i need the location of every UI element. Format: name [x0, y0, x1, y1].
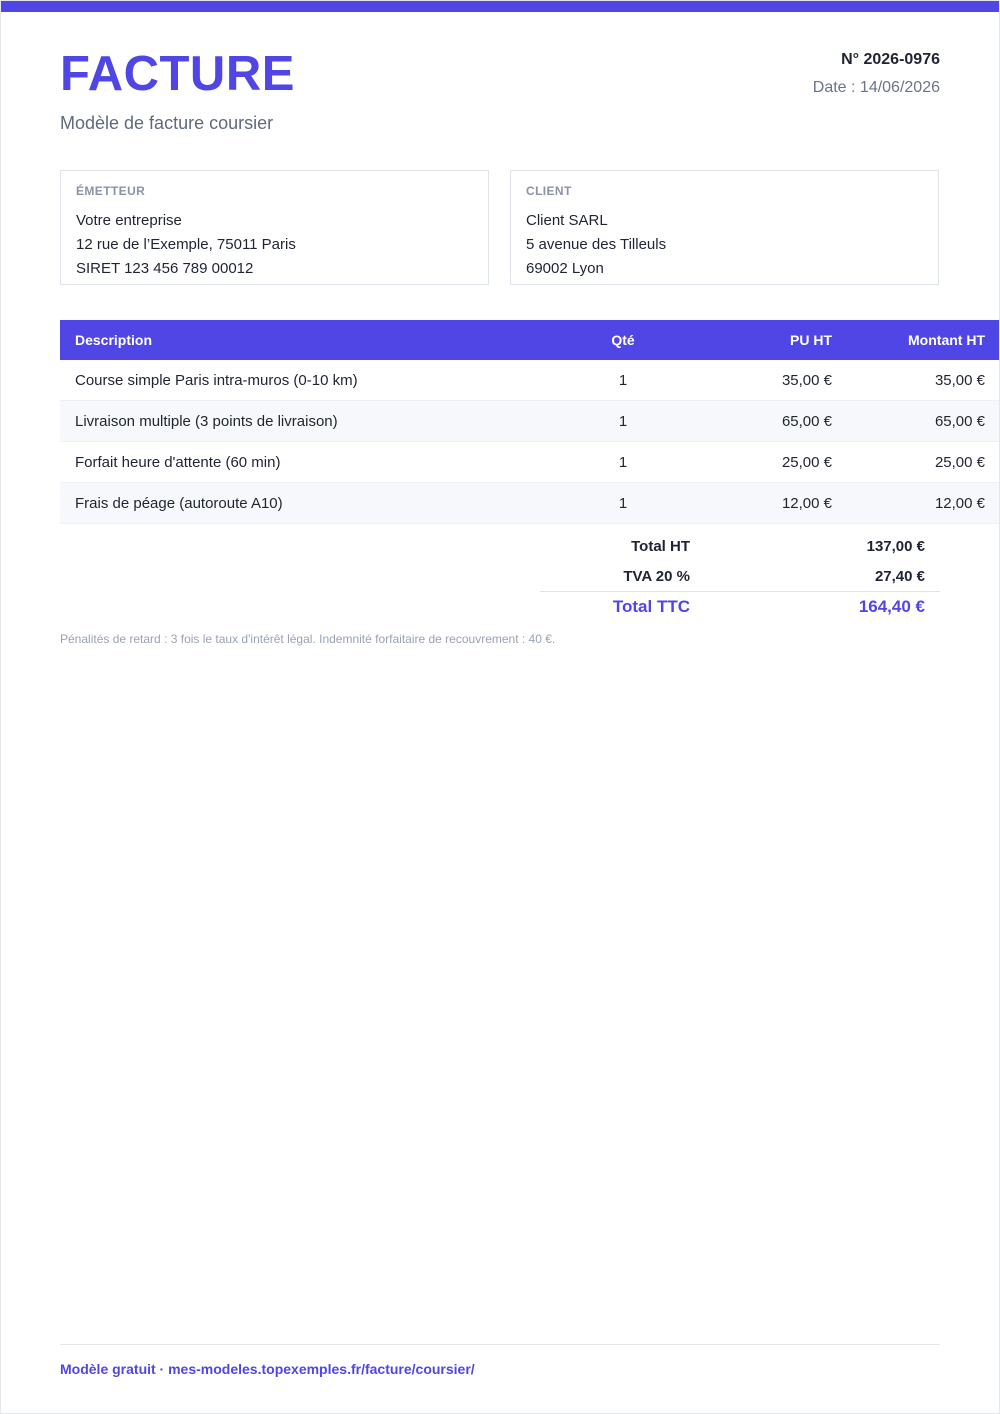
- column-header-unit-price: PU HT: [677, 320, 847, 360]
- invoice-title: FACTURE: [60, 47, 295, 101]
- accent-top-bar: [1, 1, 999, 12]
- cell-amount: 35,00 €: [847, 360, 1000, 401]
- table-row: [60, 360, 1000, 401]
- cell-description: Frais de péage (autoroute A10): [60, 483, 569, 524]
- table-header-row: [60, 320, 1000, 360]
- table-row: [60, 401, 1000, 442]
- totals-block: [540, 531, 940, 624]
- line-items-table: [60, 320, 1000, 524]
- table-row: [60, 442, 1000, 483]
- invoice-date: Date : 14/06/2026: [812, 79, 940, 96]
- sender-company: Votre entreprise: [76, 212, 182, 229]
- subtotal-label: Total HT: [631, 538, 690, 555]
- grand-total-label: Total TTC: [612, 597, 690, 616]
- cell-unit-price: 12,00 €: [677, 483, 847, 524]
- invoice-subtitle: Modèle de facture coursier: [60, 113, 274, 133]
- invoice-number: N° 2026-0976: [841, 51, 940, 68]
- vat-label: TVA 20 %: [623, 568, 690, 585]
- cell-qty: 1: [569, 483, 677, 524]
- cell-amount: 25,00 €: [847, 442, 1000, 483]
- invoice-meta: [813, 51, 940, 97]
- sender-siret: SIRET 123 456 789 00012: [76, 260, 254, 277]
- legal-notice: Pénalités de retard : 3 fois le taux d'intérêt légal. Indemnité forfaitaire de recouvrement : 40 €.: [60, 632, 556, 646]
- cell-description: Livraison multiple (3 points de livraison): [60, 401, 569, 442]
- cell-amount: 65,00 €: [847, 401, 1000, 442]
- subtotal-value: 137,00 €: [866, 538, 925, 555]
- client-address: 5 avenue des Tilleuls: [526, 236, 667, 253]
- cell-qty: 1: [569, 442, 677, 483]
- footer-link[interactable]: Modèle gratuit · mes-modeles.topexemples.fr/facture/coursier/: [60, 1361, 475, 1377]
- cell-qty: 1: [569, 360, 677, 401]
- column-header-description: Description: [60, 320, 569, 360]
- invoice-header: [60, 46, 940, 146]
- subtotal-row: [540, 531, 940, 561]
- column-header-qty: Qté: [569, 320, 677, 360]
- vat-row: [540, 561, 940, 591]
- column-header-amount: Montant HT: [847, 320, 1000, 360]
- grand-total-value: 164,40 €: [858, 597, 925, 616]
- grand-total-row: [540, 591, 940, 624]
- cell-qty: 1: [569, 401, 677, 442]
- vat-value: 27,40 €: [874, 568, 925, 585]
- cell-description: Forfait heure d'attente (60 min): [60, 442, 569, 483]
- sender-box: [60, 170, 489, 285]
- client-city: 69002 Lyon: [526, 260, 604, 277]
- sender-label: ÉMETTEUR: [76, 184, 146, 198]
- footer-divider: [60, 1344, 940, 1345]
- client-label: CLIENT: [526, 184, 572, 198]
- cell-unit-price: 65,00 €: [677, 401, 847, 442]
- cell-description: Course simple Paris intra-muros (0-10 km): [60, 360, 569, 401]
- table-row: [60, 483, 1000, 524]
- cell-amount: 12,00 €: [847, 483, 1000, 524]
- cell-unit-price: 25,00 €: [677, 442, 847, 483]
- client-company: Client SARL: [526, 212, 608, 229]
- client-box: [510, 170, 939, 285]
- sender-address: 12 rue de l’Exemple, 75011 Paris: [76, 236, 296, 253]
- cell-unit-price: 35,00 €: [677, 360, 847, 401]
